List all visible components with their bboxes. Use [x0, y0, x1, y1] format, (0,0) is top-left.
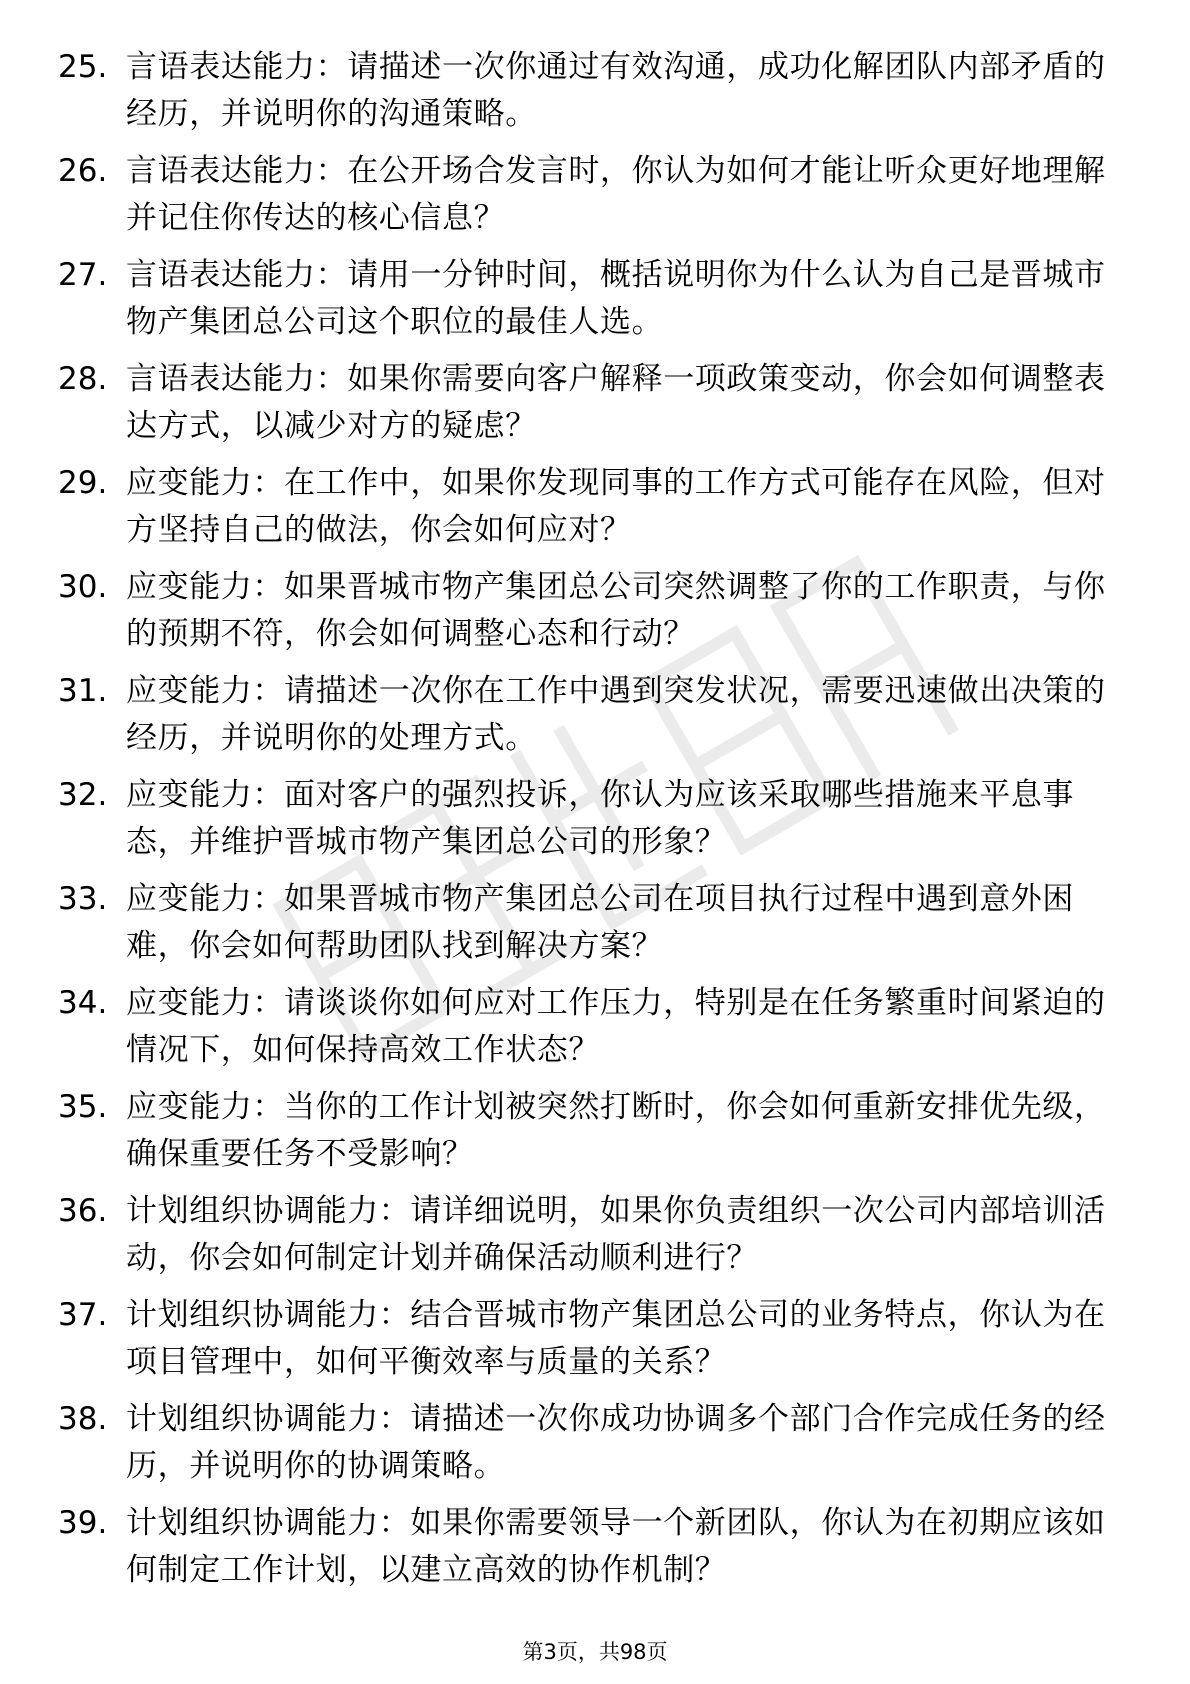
question-text: 计划组织协调能力：请详细说明，如果你负责组织一次公司内部培训活动，你会如何制定计划并确保活动顺利进行？: [126, 1193, 1106, 1276]
question-text: 应变能力：在工作中，如果你发现同事的工作方式可能存在风险，但对方坚持自己的做法，你会如何应对？: [126, 465, 1106, 548]
question-item: [0, 148, 1190, 252]
question-number: 29.: [58, 465, 108, 501]
question-number: 33.: [58, 881, 108, 917]
question-item: [0, 356, 1190, 460]
question-list: [0, 44, 1190, 1604]
question-text: 应变能力：当你的工作计划被突然打断时，你会如何重新安排优先级，确保重要任务不受影响？: [126, 1089, 1106, 1172]
question-text: 应变能力：请描述一次你在工作中遇到突发状况，需要迅速做出决策的经历，并说明你的处理方式。: [126, 673, 1106, 756]
question-number: 27.: [58, 257, 108, 293]
question-text: 应变能力：如果晋城市物产集团总公司在项目执行过程中遇到意外困难，你会如何帮助团队找到解决方案？: [126, 881, 1074, 964]
question-item: [0, 876, 1190, 980]
question-text: 言语表达能力：请用一分钟时间，概括说明你为什么认为自己是晋城市物产集团总公司这个职位的最佳人选。: [126, 257, 1106, 340]
page-footer: [0, 1637, 1190, 1667]
question-text: 应变能力：如果晋城市物产集团总公司突然调整了你的工作职责，与你的预期不符，你会如何调整心态和行动？: [126, 569, 1106, 652]
question-item: [0, 668, 1190, 772]
question-text: 应变能力：请谈谈你如何应对工作压力，特别是在任务繁重时间紧迫的情况下，如何保持高效工作状态？: [126, 985, 1106, 1068]
question-item: [0, 1292, 1190, 1396]
question-item: [0, 252, 1190, 356]
question-text: 计划组织协调能力：如果你需要领导一个新团队，你认为在初期应该如何制定工作计划，以建立高效的协作机制？: [126, 1505, 1106, 1588]
page-number-label: 第3页，共98页: [522, 1640, 668, 1664]
question-number: 30.: [58, 569, 108, 605]
question-number: 26.: [58, 153, 108, 189]
question-text: 言语表达能力：请描述一次你通过有效沟通，成功化解团队内部矛盾的经历，并说明你的沟通策略。: [126, 49, 1106, 132]
question-number: 31.: [58, 673, 108, 709]
question-text: 计划组织协调能力：请描述一次你成功协调多个部门合作完成任务的经历，并说明你的协调策略。: [126, 1401, 1106, 1484]
question-item: [0, 1084, 1190, 1188]
question-item: [0, 1396, 1190, 1500]
question-item: [0, 44, 1190, 148]
question-number: 37.: [58, 1297, 108, 1333]
question-number: 32.: [58, 777, 108, 813]
question-item: [0, 1188, 1190, 1292]
question-text: 言语表达能力：如果你需要向客户解释一项政策变动，你会如何调整表达方式，以减少对方的疑虑？: [126, 361, 1106, 444]
question-item: [0, 1500, 1190, 1604]
question-item: [0, 564, 1190, 668]
question-item: [0, 460, 1190, 564]
question-text: 计划组织协调能力：结合晋城市物产集团总公司的业务特点，你认为在项目管理中，如何平衡效率与质量的关系？: [126, 1297, 1106, 1380]
question-text: 应变能力：面对客户的强烈投诉，你认为应该采取哪些措施来平息事态，并维护晋城市物产集团总公司的形象？: [126, 777, 1074, 860]
question-number: 34.: [58, 985, 108, 1021]
question-number: 35.: [58, 1089, 108, 1125]
question-number: 25.: [58, 49, 108, 85]
question-number: 39.: [58, 1505, 108, 1541]
question-number: 36.: [58, 1193, 108, 1229]
question-item: [0, 980, 1190, 1084]
question-number: 28.: [58, 361, 108, 397]
question-item: [0, 772, 1190, 876]
question-number: 38.: [58, 1401, 108, 1437]
question-text: 言语表达能力：在公开场合发言时，你认为如何才能让听众更好地理解并记住你传达的核心信息？: [126, 153, 1106, 236]
